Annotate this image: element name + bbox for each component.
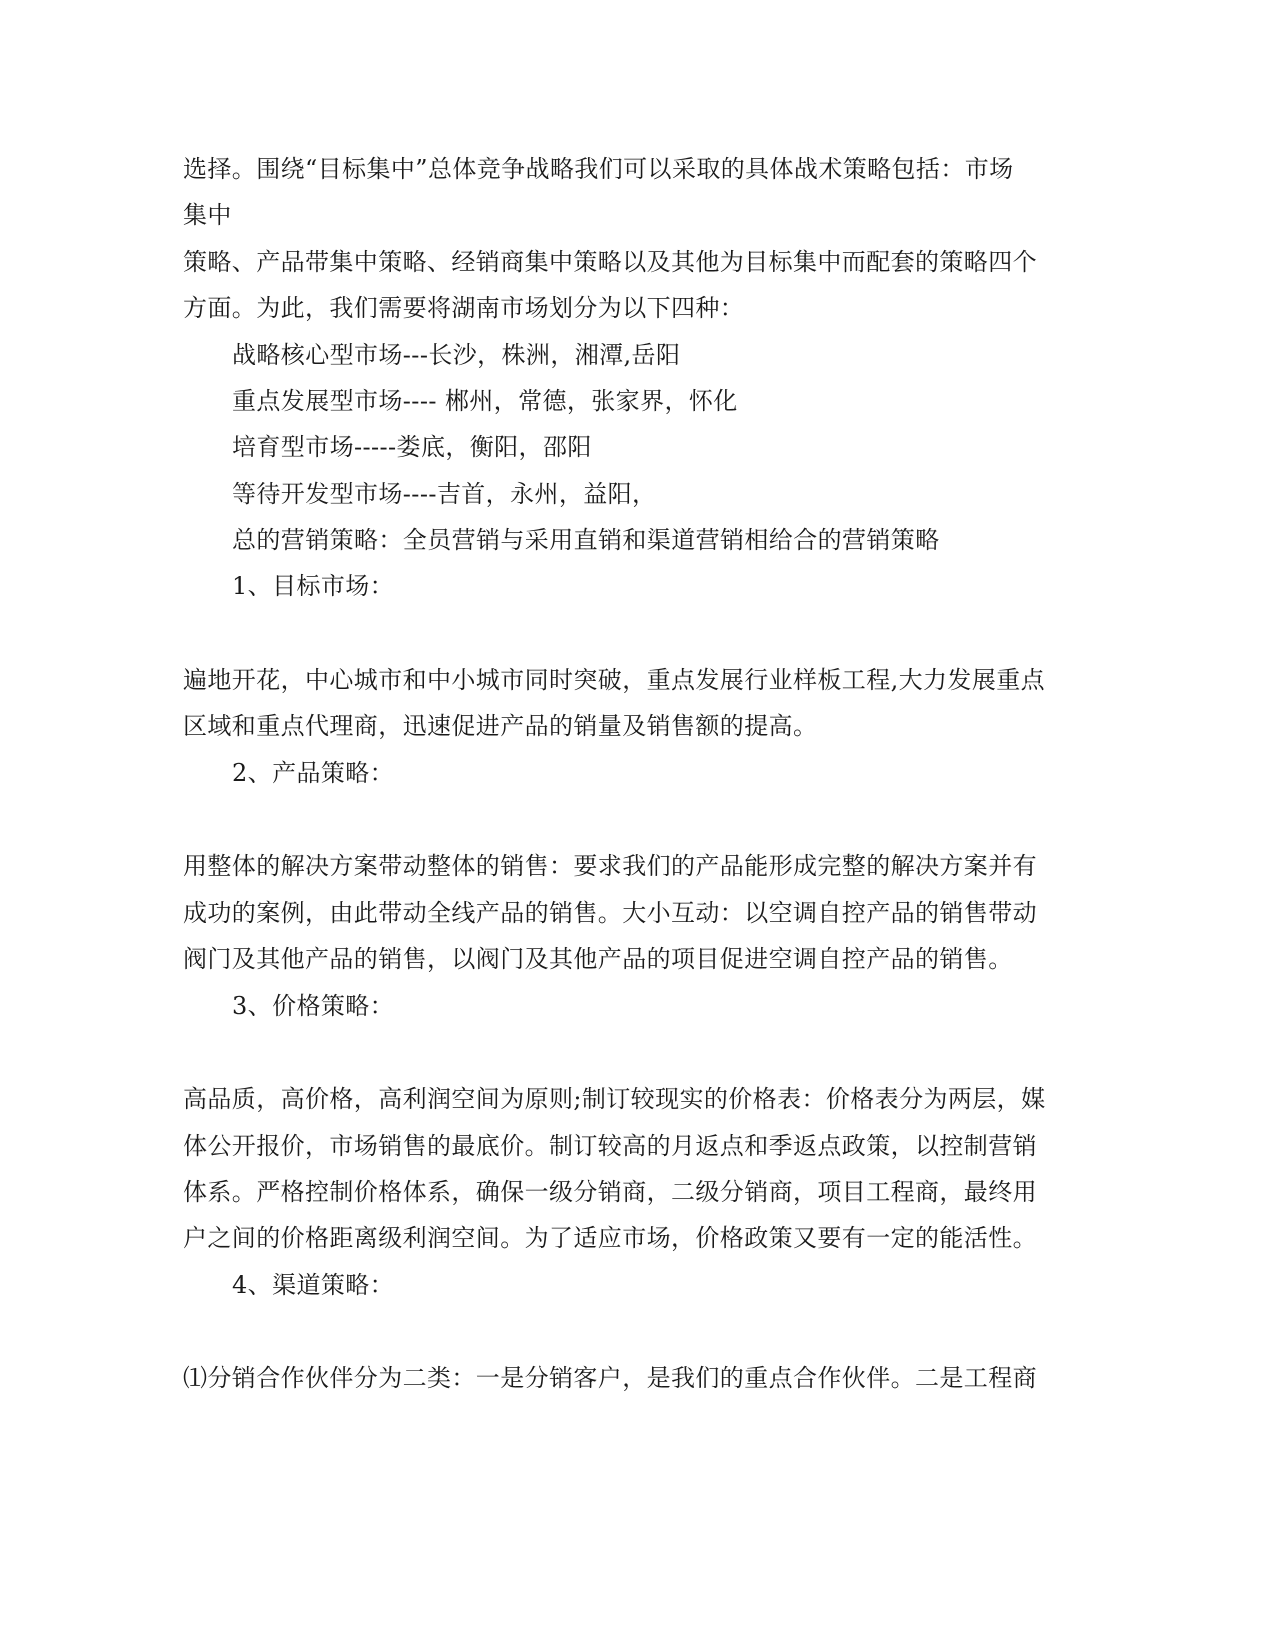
section-heading-target-market: 1、目标市场： (232, 572, 395, 600)
paragraph-line: 体公开报价，市场销售的最底价。制订较高的月返点和季返点政策，以控制营销 (183, 1132, 1037, 1160)
paragraph-line: 体系。严格控制价格体系，确保一级分销商，二级分销商，项目工程商，最终用 (183, 1178, 1037, 1206)
paragraph-line: 遍地开花，中心城市和中小城市同时突破，重点发展行业样板工程,大力发展重点 (183, 666, 1046, 694)
paragraph-line: 集中 (183, 201, 232, 229)
paragraph-line: 成功的案例，由此带动全线产品的销售。大小互动：以空调自控产品的销售带动 (183, 899, 1037, 927)
section-heading-product-strategy: 2、产品策略： (232, 759, 395, 787)
section-heading-channel-strategy: 4、渠道策略： (232, 1271, 395, 1299)
paragraph-line: 方面。为此，我们需要将湖南市场划分为以下四种： (183, 294, 745, 322)
paragraph-line: 户之间的价格距离级利润空间。为了适应市场，价格政策又要有一定的能活性。 (183, 1224, 1037, 1252)
paragraph-line: 区域和重点代理商，迅速促进产品的销量及销售额的提高。 (183, 712, 818, 740)
market-key-development-line: 重点发展型市场---- 郴州，常德，张家界，怀化 (232, 387, 738, 415)
paragraph-line: 阀门及其他产品的销售，以阀门及其他产品的项目促进空调自控产品的销售。 (183, 945, 1013, 973)
paragraph-line: 高品质，高价格，高利润空间为原则;制订较现实的价格表：价格表分为两层，媒 (183, 1085, 1046, 1113)
market-pending-line: 等待开发型市场----吉首，永州，益阳， (232, 480, 657, 508)
market-cultivation-line: 培育型市场-----娄底，衡阳，邵阳 (232, 433, 592, 461)
paragraph-line: 选择。围绕“目标集中”总体竞争战略我们可以采取的具体战术策略包括：市场 (183, 155, 1014, 183)
overall-strategy-line: 总的营销策略：全员营销与采用直销和渠道营销相给合的营销策略 (232, 526, 940, 554)
paragraph-line: 策略、产品带集中策略、经销商集中策略以及其他为目标集中而配套的策略四个 (183, 248, 1037, 276)
section-heading-price-strategy: 3、价格策略： (232, 992, 395, 1020)
market-core-line: 战略核心型市场---长沙，株洲，湘潭,岳阳 (232, 341, 681, 369)
paragraph-line: 用整体的解决方案带动整体的销售：要求我们的产品能形成完整的解决方案并有 (183, 852, 1037, 880)
paragraph-line: ⑴分销合作伙伴分为二类：一是分销客户，是我们的重点合作伙伴。二是工程商 (183, 1364, 1037, 1392)
